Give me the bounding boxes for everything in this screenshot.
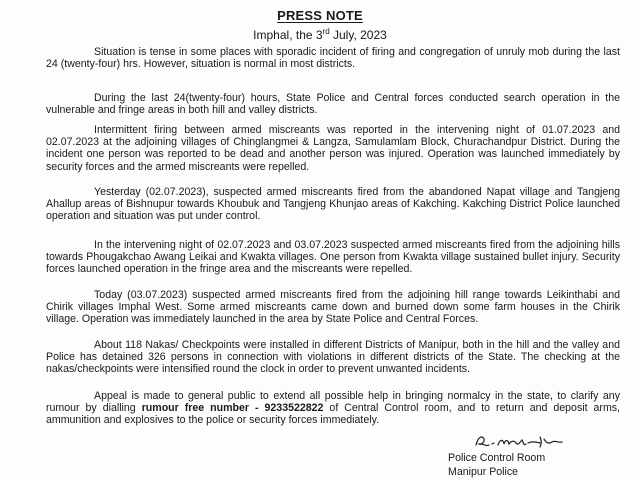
dateline — [0, 27, 640, 42]
dateline-day-suffix: rd — [322, 27, 330, 36]
paragraph-search-operation: During the last 24(twenty-four) hours, State Police and Central forces conducted search operation in the vulnerable and fringe areas in both hill and valley districts. — [46, 92, 620, 117]
paragraph-night-firing: In the intervening night of 02.07.2023 and 03.07.2023 suspected armed miscreants fired from the adjoining hills towards Phougakchao Awang Leikai and Kwakta villages. One person from Kwakta village sustained bullet injury. Security forces launched operation in the fringe area and the miscreants were repelled. — [46, 239, 620, 276]
paragraph-yesterday-firing: Yesterday (02.07.2023), suspected armed miscreants fired from the abandoned Napat village and Tangjeng Ahallup areas of Bishnupur towards Khoubuk and Tangjeng Khunjao areas of Kakching. Kakching District Police launched operation and situation was put under control. — [46, 186, 620, 223]
signatory-organization: Manipur Police — [448, 466, 519, 478]
paragraph-intermittent-firing: Intermittent firing between armed miscreants was reported in the intervening night of 01.07.2023 and 02.07.2023 at the adjoining villages of Chinglangmei & Langza, Samulamlam Block, Churachandpur District. During the incident one person was reported to be dead and another person was injured. Operation was launched immediately by security forces and the armed miscreants were repelled. — [46, 124, 620, 173]
paragraph-today-firing: Today (03.07.2023) suspected armed miscreants fired from the adjoining hill range towards Leikinthabi and Chirik villages Imphal West. Some armed miscreants came down and burned down some farm houses in the Chirik village. Operation was immediately launched in the area by State Police and Central Forces. — [46, 289, 620, 326]
handwritten-signature — [470, 431, 580, 451]
dateline-place-day: Imphal, the 3 — [253, 28, 323, 42]
paragraph-situation: Situation is tense in some places with sporadic incident of firing and congregation of unruly mob during the last 24 (twenty-four) hrs. However, situation is normal in most districts. — [46, 46, 620, 71]
paragraph-appeal — [46, 390, 620, 427]
appeal-text-start: Appeal is made to general public to extend all possible help in bringing normalcy in the state, to clarify any rumour by dialling — [46, 390, 620, 415]
dateline-month-year: July, 2023 — [329, 28, 387, 42]
document-title: PRESS NOTE — [277, 8, 363, 23]
signatory-office: Police Control Room — [448, 452, 546, 464]
appeal-text-end: of Central Control room, and to return and deposit arms, ammunition and explosives to the police or security forces immediately. — [46, 402, 621, 427]
rumour-free-number: rumour free number - 9233522822 — [141, 402, 324, 415]
paragraph-checkpoints: About 118 Nakas/ Checkpoints were installed in different Districts of Manipur, both in the hill and the valley and Police has detained 326 persons in connection with violations in different districts of the State. The checking at the nakas/checkpoints were intensified round the clock in order to prevent unwanted incidents. — [46, 339, 620, 376]
